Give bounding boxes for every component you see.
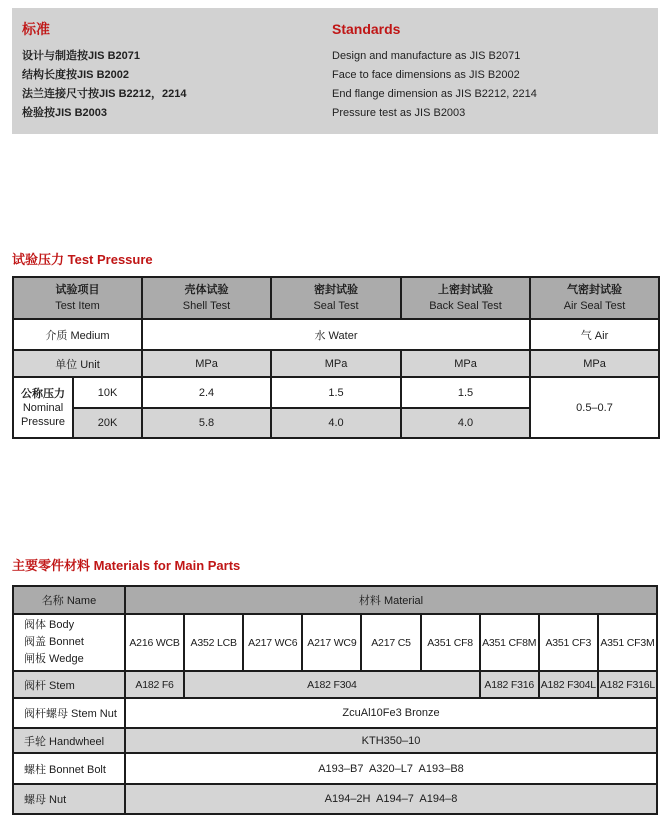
- nominal-pressure-en-1: Nominal: [22, 401, 64, 414]
- header-air-seal-test: [530, 277, 659, 319]
- stem-row: [13, 671, 657, 698]
- body-label: 阀体 Body: [24, 619, 75, 631]
- standard-item-en-3: End flange dimension as JIS B2212, 2214: [332, 88, 537, 100]
- standard-item-en-1: Design and manufacture as JIS B2071: [332, 50, 521, 62]
- materials-header-row: [13, 586, 657, 614]
- seal-10k: 1.5: [271, 377, 401, 408]
- body-bonnet-wedge-label: [13, 614, 125, 671]
- stem-material-f316l: A182 F316L: [598, 671, 657, 698]
- body-bonnet-wedge-row: [13, 614, 657, 671]
- unit-seal: MPa: [271, 350, 401, 377]
- materials-table: [12, 585, 658, 815]
- handwheel-row: [13, 728, 657, 753]
- header-shell-test: [142, 277, 271, 319]
- body-material-9: A351 CF3M: [598, 614, 657, 671]
- body-material-1: A216 WCB: [125, 614, 184, 671]
- class-10k: 10K: [73, 377, 142, 408]
- unit-shell: MPa: [142, 350, 271, 377]
- back-seal-20k: 4.0: [401, 408, 530, 438]
- materials-heading: 主要零件材料 Materials for Main Parts: [12, 558, 241, 573]
- medium-air: 气 Air: [530, 319, 659, 350]
- nut-material: A194–2H A194–7 A194–8: [125, 784, 657, 814]
- body-material-3: A217 WC6: [243, 614, 302, 671]
- standard-item-en-2: Face to face dimensions as JIS B2002: [332, 69, 520, 81]
- nut-label: 螺母 Nut: [13, 784, 125, 814]
- stem-nut-material: ZcuAl10Fe3 Bronze: [125, 698, 657, 728]
- nominal-pressure-zh: 公称压力: [21, 387, 65, 400]
- medium-water: 水 Water: [142, 319, 530, 350]
- nominal-pressure-en-2: Pressure: [20, 415, 66, 428]
- header-seal-test: [271, 277, 401, 319]
- standards-column-en: [332, 21, 648, 134]
- bonnet-bolt-material: A193–B7 A320–L7 A193–B8: [125, 753, 657, 784]
- body-material-4: A217 WC9: [302, 614, 361, 671]
- shell-20k: 5.8: [142, 408, 271, 438]
- header-back-seal-test-en: Back Seal Test: [429, 300, 502, 312]
- stem-material-f304: A182 F304: [184, 671, 480, 698]
- bonnet-label: 阀盖 Bonnet: [24, 636, 84, 648]
- bonnet-bolt-label: 螺柱 Bonnet Bolt: [13, 753, 125, 784]
- back-seal-10k: 1.5: [401, 377, 530, 408]
- body-material-5: A217 C5: [361, 614, 420, 671]
- unit-label: 单位 Unit: [13, 350, 142, 377]
- header-air-seal-test-zh: 气密封试验: [567, 284, 622, 296]
- test-pressure-table: [12, 276, 660, 439]
- shell-10k: 2.4: [142, 377, 271, 408]
- stem-nut-row: [13, 698, 657, 728]
- seal-20k: 4.0: [271, 408, 401, 438]
- header-test-item: [13, 277, 142, 319]
- unit-row: [13, 350, 659, 377]
- bonnet-bolt-row: [13, 753, 657, 784]
- standard-item-zh-3: 法兰连接尺寸按JIS B2212，2214: [22, 88, 187, 100]
- stem-material-f304l: A182 F304L: [539, 671, 598, 698]
- nut-row: [13, 784, 657, 814]
- unit-air-seal: MPa: [530, 350, 659, 377]
- stem-material-f6: A182 F6: [125, 671, 184, 698]
- standards-title-en: Standards: [332, 21, 401, 37]
- handwheel-material: KTH350–10: [125, 728, 657, 753]
- stem-material-f316: A182 F316: [480, 671, 539, 698]
- body-material-2: A352 LCB: [184, 614, 243, 671]
- body-material-7: A351 CF8M: [480, 614, 539, 671]
- standards-column-zh: [22, 21, 332, 134]
- wedge-label: 闸板 Wedge: [24, 653, 84, 665]
- material-header: 材料 Material: [125, 586, 657, 614]
- header-test-item-en: Test Item: [55, 300, 100, 312]
- header-shell-test-en: Shell Test: [182, 300, 231, 312]
- stem-label: 阀杆 Stem: [13, 671, 125, 698]
- nominal-pressure-label: [13, 377, 73, 438]
- standards-title-zh: 标准: [22, 21, 50, 37]
- pressure-row-10k: [13, 377, 659, 408]
- header-shell-test-zh: 壳体试验: [184, 284, 229, 296]
- header-back-seal-test-zh: 上密封试验: [438, 284, 493, 296]
- air-seal-value: 0.5–0.7: [530, 377, 659, 438]
- test-pressure-heading: 试验压力 Test Pressure: [12, 252, 153, 267]
- medium-row: [13, 319, 659, 350]
- name-header: 名称 Name: [13, 586, 125, 614]
- standard-item-zh-2: 结构长度按JIS B2002: [22, 69, 129, 81]
- unit-back-seal: MPa: [401, 350, 530, 377]
- body-material-8: A351 CF3: [539, 614, 598, 671]
- medium-label: 介质 Medium: [13, 319, 142, 350]
- standards-box: [12, 8, 658, 134]
- header-back-seal-test: [401, 277, 530, 319]
- standard-item-en-4: Pressure test as JIS B2003: [332, 107, 466, 119]
- header-seal-test-en: Seal Test: [313, 300, 359, 312]
- header-air-seal-test-en: Air Seal Test: [563, 300, 626, 312]
- body-material-6: A351 CF8: [421, 614, 480, 671]
- catalog-page: [0, 8, 670, 815]
- standard-item-zh-1: 设计与制造按JIS B2071: [22, 50, 140, 62]
- header-test-item-zh: 试验项目: [55, 284, 100, 296]
- standard-item-zh-4: 检验按JIS B2003: [22, 107, 107, 119]
- header-seal-test-zh: 密封试验: [314, 284, 358, 296]
- class-20k: 20K: [73, 408, 142, 438]
- test-pressure-header-row: [13, 277, 659, 319]
- stem-nut-label: 阀杆螺母 Stem Nut: [13, 698, 125, 728]
- handwheel-label: 手轮 Handwheel: [13, 728, 125, 753]
